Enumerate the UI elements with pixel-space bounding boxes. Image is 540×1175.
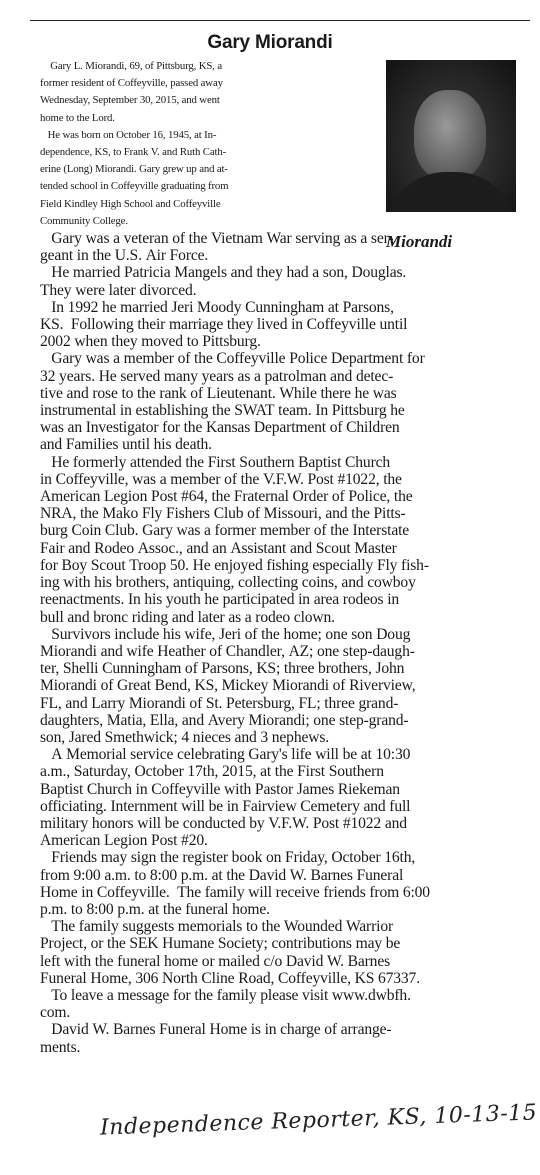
text-line: instrumental in establishing the SWAT team. In Pittsburg he xyxy=(40,402,405,420)
obituary-headline: Gary Miorandi xyxy=(207,32,333,53)
text-line: He married Patricia Mangels and they had a son, Douglas. xyxy=(40,264,407,282)
text-line: A Memorial service celebrating Gary's life will be at 10:30 xyxy=(40,746,411,764)
text-line: Field Kindley High School and Coffeyville xyxy=(40,197,221,210)
text-line: burg Coin Club. Gary was a former member of the Interstate xyxy=(40,522,410,540)
text-line: from 9:00 a.m. to 8:00 p.m. at the David W. Barnes Funeral xyxy=(40,866,404,884)
text-line: Survivors include his wife, Jeri of the home; one son Doug xyxy=(40,625,411,643)
text-line: in Coffeyville, was a member of the V.F.W. Post #1022, the xyxy=(40,470,402,488)
text-line: officiating. Internment will be in Fairview Cemetery and full xyxy=(40,797,411,815)
text-line: Home in Coffeyville. The family will receive friends from 6:00 xyxy=(40,883,430,901)
text-line: bull and bronc riding and later as a rodeo clown. xyxy=(40,608,335,626)
obituary-body xyxy=(40,58,528,1056)
text-line: He formerly attended the First Southern Baptist Church xyxy=(40,453,391,471)
text-line: In 1992 he married Jeri Moody Cunningham at Parsons, xyxy=(40,298,394,316)
text-line: for Boy Scout Troop 50. He enjoyed fishing especially Fly fish- xyxy=(40,556,429,574)
text-line: and Families until his death. xyxy=(40,436,212,454)
text-line: daughters, Matia, Ella, and Avery Miorandi; one step-grand- xyxy=(40,711,409,729)
handwritten-source-note: Independence Reporter, KS, 10-13-15 xyxy=(99,1100,538,1141)
text-line: ter, Shelli Cunningham of Parsons, KS; three brothers, John xyxy=(40,660,405,678)
text-line: They were later divorced. xyxy=(40,281,197,299)
text-line: David W. Barnes Funeral Home is in charge of arrange- xyxy=(40,1021,392,1039)
text-line: left with the funeral home or mailed c/o David W. Barnes xyxy=(40,952,391,970)
text-line: He was born on October 16, 1945, at In- xyxy=(40,128,217,141)
text-line: Miorandi of Great Bend, KS, Mickey Miorandi of Riverview, xyxy=(40,677,416,695)
text-line: Wednesday, September 30, 2015, and went xyxy=(40,94,220,107)
top-rule xyxy=(30,20,530,21)
text-line: home to the Lord. xyxy=(40,111,115,124)
text-line: geant in the U.S. Air Force. xyxy=(40,247,209,265)
text-line: erine (Long) Miorandi. Gary grew up and at- xyxy=(40,163,228,176)
text-line: American Legion Post #64, the Fraternal Order of Police, the xyxy=(40,488,413,506)
text-line: reenactments. In his youth he participated in area rodeos in xyxy=(40,591,400,609)
text-line: tive and rose to the rank of Lieutenant. While there he was xyxy=(40,384,397,402)
text-line: Miorandi and wife Heather of Chandler, AZ; one step-daugh- xyxy=(40,642,415,660)
text-line: The family suggests memorials to the Wounded Warrior xyxy=(40,918,394,936)
text-line: 32 years. He served many years as a patrolman and detec- xyxy=(40,367,394,385)
text-line: Gary was a veteran of the Vietnam War serving as a ser- xyxy=(40,230,394,248)
text-line: was an Investigator for the Kansas Department of Children xyxy=(40,419,400,437)
text-line: American Legion Post #20. xyxy=(40,832,208,850)
text-line: Baptist Church in Coffeyville with Pastor James Riekeman xyxy=(40,780,400,798)
text-line: p.m. to 8:00 p.m. at the funeral home. xyxy=(40,900,270,918)
text-line: former resident of Coffeyville, passed away xyxy=(40,77,223,90)
text-line: Gary was a member of the Coffeyville Police Department for xyxy=(40,350,425,368)
text-line: son, Jared Smethwick; 4 nieces and 3 nephews. xyxy=(40,728,330,746)
text-line: com. xyxy=(40,1004,71,1022)
text-line: Project, or the SEK Humane Society; contributions may be xyxy=(40,935,401,953)
text-line: military honors will be conducted by V.F.W. Post #1022 and xyxy=(40,814,407,832)
text-line: FL, and Larry Miorandi of St. Petersburg, FL; three grand- xyxy=(40,694,399,712)
text-line: Gary L. Miorandi, 69, of Pittsburg, KS, a xyxy=(40,60,222,72)
text-line: Friends may sign the register book on Friday, October 16th, xyxy=(40,849,416,867)
text-line: KS. Following their marriage they lived in Coffeyville until xyxy=(40,316,408,334)
text-line: ments. xyxy=(40,1038,81,1056)
text-line: ing with his brothers, antiquing, collecting coins, and cowboy xyxy=(40,574,416,592)
text-line: NRA, the Mako Fly Fishers Club of Missouri, and the Pitts- xyxy=(40,505,406,523)
text-line: 2002 when they moved to Pittsburg. xyxy=(40,333,261,351)
text-line: Community College. xyxy=(40,214,128,227)
text-line: dependence, KS, to Frank V. and Ruth Cath- xyxy=(40,146,227,159)
text-line: Fair and Rodeo Assoc., and an Assistant and Scout Master xyxy=(40,539,397,557)
text-line: Funeral Home, 306 North Cline Road, Coffeyville, KS 67337. xyxy=(40,969,420,987)
text-line: tended school in Coffeyville graduating from xyxy=(40,180,229,193)
text-line: a.m., Saturday, October 17th, 2015, at the First Southern xyxy=(40,763,384,781)
photo-caption: Miorandi xyxy=(386,232,453,251)
text-line: To leave a message for the family please visit www.dwbfh. xyxy=(40,986,411,1004)
